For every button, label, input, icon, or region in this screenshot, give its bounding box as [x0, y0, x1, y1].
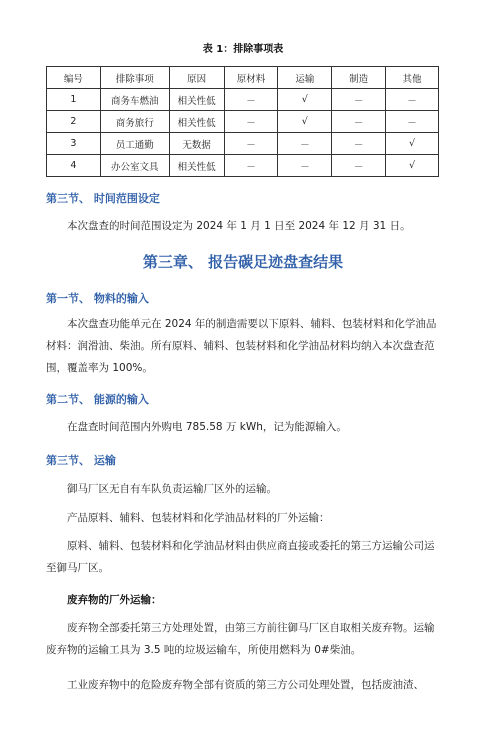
table-cell: 3 [47, 133, 101, 155]
table-header-row [47, 67, 439, 89]
table-cell: 商务旅行 [100, 111, 169, 133]
table-cell: 相关性低 [169, 155, 224, 177]
paragraph-transport-2: 产品原料、辅料、包装材料和化学油品材料的厂外运输： [67, 512, 330, 524]
table-cell: 办公室文具 [100, 155, 169, 177]
table-cell: 无数据 [169, 133, 224, 155]
table-cell: － [278, 133, 332, 155]
table-row [47, 155, 439, 177]
table-cell: 相关性低 [169, 111, 224, 133]
table-header-cell: 原材料 [224, 67, 278, 89]
table-cell: － [224, 133, 278, 155]
table-cell: － [332, 89, 386, 111]
table-row [47, 133, 439, 155]
paragraph-transport-1: 御马厂区无自有车队负责运输厂区外的运输。 [67, 483, 277, 495]
section-heading-time-scope: 第三节、 时间范围设定 [46, 192, 160, 205]
exclusion-table [46, 66, 439, 177]
table-cell: 相关性低 [169, 89, 224, 111]
table-cell: － [386, 89, 439, 111]
table-caption: 表 1：排除事项表 [202, 44, 284, 55]
table-row [47, 89, 439, 111]
section-heading-materials: 第一节、 物料的输入 [46, 292, 149, 305]
table-header-cell: 原因 [169, 67, 224, 89]
table-cell: － [278, 155, 332, 177]
table-cell: √ [386, 133, 439, 155]
table-cell: 1 [47, 89, 101, 111]
table-header-cell: 制造 [332, 67, 386, 89]
table-cell: √ [278, 111, 332, 133]
table-cell: √ [278, 89, 332, 111]
table-header-cell: 排除事项 [100, 67, 169, 89]
section-heading-transport: 第三节、 运输 [46, 454, 116, 467]
table-cell: － [224, 89, 278, 111]
paragraph-waste-2: 工业废弃物中的危险废弃物全部有资质的第三方公司处理处置，包括废油渣、 [67, 679, 424, 691]
table-cell: － [224, 155, 278, 177]
table-header-cell: 运输 [278, 67, 332, 89]
table-cell: 员工通勤 [100, 133, 169, 155]
table-cell: √ [386, 155, 439, 177]
table-cell: － [332, 155, 386, 177]
table-cell: 商务车燃油 [100, 89, 169, 111]
table-cell: 2 [47, 111, 101, 133]
paragraph-waste-1: 废弃物全部委托第三方处理处置，由第三方前往御马厂区自取相关废弃物。运输废弃物的运输工具为 3.5 吨的垃圾运输车，所使用燃料为 0#柴油。 [46, 622, 435, 656]
paragraph-transport-3: 原料、辅料、包装材料和化学油品材料由供应商直接或委托的第三方运输公司运至御马厂区。 [46, 540, 435, 574]
subheading-waste-transport: 废弃物的厂外运输： [67, 594, 162, 606]
table-cell: 4 [47, 155, 101, 177]
table-cell: － [332, 133, 386, 155]
section-heading-energy: 第二节、 能源的输入 [46, 393, 149, 406]
paragraph-time-scope: 本次盘查的时间范围设定为 2024 年 1 月 1 日至 2024 年 12 月 31 日。 [67, 220, 411, 232]
paragraph-materials: 本次盘查功能单元在 2024 年的制造需要以下原料、辅料、包装材料和化学油品材料：润滑油、柴油。所有原料、辅料、包装材料和化学油品材料均纳入本次盘查范围，覆盖率为 100%。 [46, 318, 437, 374]
table-cell: － [386, 111, 439, 133]
paragraph-energy: 在盘查时间范围内外购电 785.58 万 kWh，记为能源输入。 [67, 421, 347, 433]
chapter-heading: 第三章、 报告碳足迹盘查结果 [142, 253, 344, 271]
table-cell: － [224, 111, 278, 133]
table-header-cell: 编号 [47, 67, 101, 89]
table-header-cell: 其他 [386, 67, 439, 89]
table-row [47, 111, 439, 133]
table-cell: － [332, 111, 386, 133]
